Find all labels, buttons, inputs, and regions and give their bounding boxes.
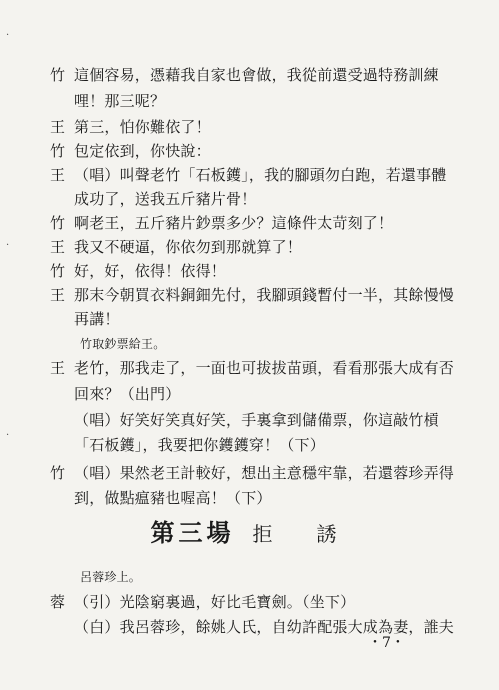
stage-direction-text: 呂蓉珍上。 (80, 569, 142, 584)
dialogue-line (50, 234, 302, 258)
dialogue-continuation (74, 381, 180, 405)
line-text: （唱）叫聲老竹「石板鑊」，我的腳頭勿白跑，若還事體 (74, 165, 447, 184)
dialogue-line (50, 162, 447, 186)
scan-speck: · (6, 30, 10, 41)
line-text: 回來？（出門） (74, 384, 181, 403)
scene-heading (0, 513, 499, 547)
stage-direction (80, 331, 165, 355)
scan-speck: · (6, 430, 10, 441)
line-text: 啊老王，五斤豬片鈔票多少？這條件太苛刻了！ (74, 213, 394, 232)
dialogue-line (50, 114, 211, 138)
dialogue-line (50, 355, 454, 379)
dialogue-continuation (74, 485, 272, 509)
line-text: （引）光陰窮裏過，好比毛寶劍。（坐下） (74, 592, 356, 611)
line-text: 再講！ (74, 309, 120, 328)
stage-direction-text: 竹取鈔票給王。 (80, 336, 166, 351)
speaker: 竹 (50, 261, 66, 280)
dialogue-continuation (74, 432, 325, 456)
dialogue-line (50, 138, 211, 162)
scan-speck: · (6, 240, 10, 251)
line-text: （唱）好笑好笑真好笑，手裏拿到儲備票，你這敲竹槓 (74, 410, 439, 429)
line-text: 這個容易，憑藉我自家也會做，我從前還受過特務訓練 (74, 65, 439, 84)
dialogue-line (50, 589, 355, 613)
line-text: （唱）果然老王計較好，想出主意穩牢靠，若還蓉珍弄得 (74, 463, 455, 482)
line-text: 包定依到，你快說： (74, 141, 211, 160)
speaker: 王 (50, 237, 66, 256)
speaker: 竹 (50, 141, 66, 160)
dialogue-line (50, 62, 439, 86)
speaker: 蓉 (50, 592, 66, 611)
speaker: 王 (50, 117, 66, 136)
dialogue-continuation (74, 306, 120, 330)
speaker: 竹 (50, 463, 66, 482)
dialogue-line (50, 282, 454, 306)
dialogue-line (50, 460, 454, 484)
dialogue-continuation (74, 407, 439, 431)
line-text: 老竹，那我走了，一面也可拔拔苗頭，看看那張大成有否 (74, 358, 455, 377)
line-text: 我又不硬逼，你依勿到那就算了！ (74, 237, 303, 256)
speaker: 王 (50, 358, 66, 377)
line-text: 哩！那三呢？ (74, 91, 166, 110)
line-text: 成功了，送我五斤豬片骨！ (74, 189, 257, 208)
speaker: 王 (50, 165, 66, 184)
scene-title: 第三場 (150, 519, 235, 547)
line-text: 「石板鑊」，我要把你鑊鑊穿！（下） (74, 435, 325, 454)
line-text: （白）我呂蓉珍，餘姚人氏，自幼許配張大成為妻，誰夫 (74, 617, 455, 636)
speaker: 竹 (50, 213, 66, 232)
line-text: 那末今朝買衣料銅鈿先付，我腳頭錢暫付一半，其餘慢慢 (74, 285, 455, 304)
dialogue-continuation (74, 88, 165, 112)
stage-direction (80, 564, 141, 588)
scene-subtitle: 拒 誘 (252, 522, 349, 546)
line-text: 好，好，依得！依得！ (74, 261, 227, 280)
dialogue-line (50, 210, 393, 234)
page-number: ・7・ (368, 635, 405, 651)
dialogue-continuation (74, 186, 256, 210)
line-text: 到，做點瘟豬也喔高！（下） (74, 488, 272, 507)
line-text: 第三，怕你難依了！ (74, 117, 211, 136)
speaker: 竹 (50, 65, 66, 84)
speaker: 王 (50, 285, 66, 304)
dialogue-line (50, 258, 226, 282)
